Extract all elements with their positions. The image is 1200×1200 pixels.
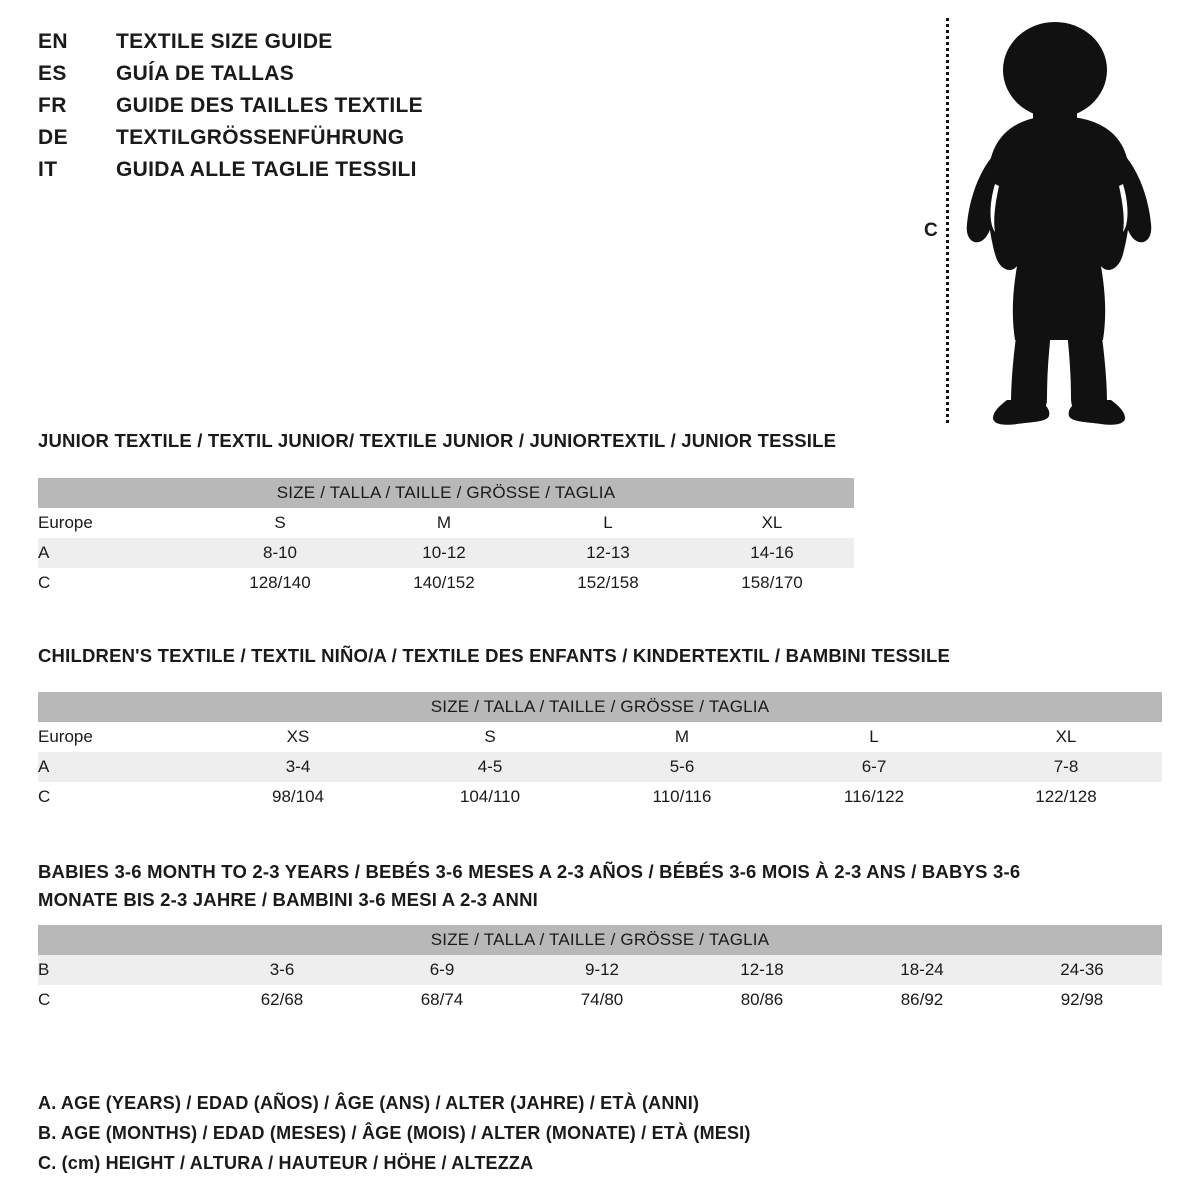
- table-row: [38, 752, 1162, 782]
- table-cell: 140/152: [362, 568, 526, 598]
- column-header: L: [526, 508, 690, 538]
- table-band-label: SIZE / TALLA / TAILLE / GRÖSSE / TAGLIA: [38, 692, 1162, 722]
- language-row: [38, 126, 658, 158]
- height-figure: [900, 8, 1170, 428]
- language-code: IT: [38, 158, 58, 181]
- language-title: GUIDE DES TAILLES TEXTILE: [116, 94, 423, 117]
- table-cell: 104/110: [394, 782, 586, 812]
- row-label: C: [38, 782, 202, 812]
- language-title: GUÍA DE TALLAS: [116, 62, 295, 85]
- table-row: [38, 782, 1162, 812]
- table-cell: 12-18: [682, 955, 842, 985]
- column-label: Europe: [38, 508, 198, 538]
- table-band-label: SIZE / TALLA / TAILLE / GRÖSSE / TAGLIA: [38, 925, 1162, 955]
- table-cell: 3-4: [202, 752, 394, 782]
- table-cell: 86/92: [842, 985, 1002, 1015]
- language-code: DE: [38, 126, 68, 149]
- table-children: [38, 692, 1162, 812]
- language-code: FR: [38, 94, 67, 117]
- table-band-row: [38, 478, 854, 508]
- table-row: [38, 538, 854, 568]
- child-silhouette-icon: [955, 18, 1155, 428]
- language-title: GUIDA ALLE TAGLIE TESSILI: [116, 158, 417, 181]
- column-header: L: [778, 722, 970, 752]
- table-cell: 62/68: [202, 985, 362, 1015]
- legend-line-height: C. (cm) HEIGHT / ALTURA / HAUTEUR / HÖHE / ALTEZZA: [38, 1153, 534, 1173]
- row-label: B: [38, 955, 202, 985]
- table-cell: 5-6: [586, 752, 778, 782]
- table-cell: 74/80: [522, 985, 682, 1015]
- legend: [38, 1088, 1038, 1178]
- language-title: TEXTILE SIZE GUIDE: [116, 30, 333, 53]
- section-title-children: CHILDREN'S TEXTILE / TEXTIL NIÑO/A / TEXTILE DES ENFANTS / KINDERTEXTIL / BAMBINI TESSILE: [38, 645, 950, 666]
- table-cell: 116/122: [778, 782, 970, 812]
- table-cell: 80/86: [682, 985, 842, 1015]
- table-cell: 122/128: [970, 782, 1162, 812]
- language-code: ES: [38, 62, 67, 85]
- language-title: TEXTILGRÖSSENFÜHRUNG: [116, 126, 405, 149]
- column-header: M: [362, 508, 526, 538]
- table-cell: 8-10: [198, 538, 362, 568]
- table-band-row: [38, 925, 1162, 955]
- column-header: S: [394, 722, 586, 752]
- language-row: [38, 158, 658, 190]
- language-row: [38, 62, 658, 94]
- column-header: M: [586, 722, 778, 752]
- table-cell: 6-9: [362, 955, 522, 985]
- table-header-row: [38, 722, 1162, 752]
- table-cell: 152/158: [526, 568, 690, 598]
- column-header: XL: [690, 508, 854, 538]
- table-babies: [38, 925, 1162, 1015]
- column-header: XL: [970, 722, 1162, 752]
- table-cell: 9-12: [522, 955, 682, 985]
- table-row: [38, 955, 1162, 985]
- table-cell: 7-8: [970, 752, 1162, 782]
- table-band-row: [38, 692, 1162, 722]
- height-measure-label: C: [924, 220, 938, 241]
- section-title-babies: BABIES 3-6 MONTH TO 2-3 YEARS / BEBÉS 3-6 MESES A 2-3 AÑOS / BÉBÉS 3-6 MOIS À 2-3 ANS / BABYS 3-6 MONATE BIS 2-3 JAHRE / BAMBINI 3-6 MESI A 2-3 ANNI: [38, 861, 1021, 910]
- table-cell: 110/116: [586, 782, 778, 812]
- table-cell: 3-6: [202, 955, 362, 985]
- table-cell: 10-12: [362, 538, 526, 568]
- language-row: [38, 30, 658, 62]
- language-title-block: [38, 30, 658, 190]
- table-row: [38, 568, 854, 598]
- table-row: [38, 985, 1162, 1015]
- column-header: S: [198, 508, 362, 538]
- language-row: [38, 94, 658, 126]
- table-cell: 14-16: [690, 538, 854, 568]
- table-header-row: [38, 508, 854, 538]
- column-label: Europe: [38, 722, 202, 752]
- table-junior: [38, 478, 854, 598]
- table-cell: 6-7: [778, 752, 970, 782]
- table-cell: 18-24: [842, 955, 1002, 985]
- table-band-label: SIZE / TALLA / TAILLE / GRÖSSE / TAGLIA: [38, 478, 854, 508]
- row-label: A: [38, 538, 198, 568]
- table-cell: 128/140: [198, 568, 362, 598]
- language-code: EN: [38, 30, 68, 53]
- table-cell: 92/98: [1002, 985, 1162, 1015]
- legend-line-age-years: A. AGE (YEARS) / EDAD (AÑOS) / ÂGE (ANS) / ALTER (JAHRE) / ETÀ (ANNI): [38, 1093, 700, 1113]
- height-measure-line: [946, 18, 949, 423]
- table-cell: 12-13: [526, 538, 690, 568]
- table-cell: 98/104: [202, 782, 394, 812]
- table-cell: 4-5: [394, 752, 586, 782]
- table-cell: 68/74: [362, 985, 522, 1015]
- row-label: C: [38, 985, 202, 1015]
- column-header: XS: [202, 722, 394, 752]
- row-label: A: [38, 752, 202, 782]
- legend-line-age-months: B. AGE (MONTHS) / EDAD (MESES) / ÂGE (MOIS) / ALTER (MONATE) / ETÀ (MESI): [38, 1123, 751, 1143]
- table-cell: 24-36: [1002, 955, 1162, 985]
- row-label: C: [38, 568, 198, 598]
- table-cell: 158/170: [690, 568, 854, 598]
- section-title-junior: JUNIOR TEXTILE / TEXTIL JUNIOR/ TEXTILE JUNIOR / JUNIORTEXTIL / JUNIOR TESSILE: [38, 430, 837, 451]
